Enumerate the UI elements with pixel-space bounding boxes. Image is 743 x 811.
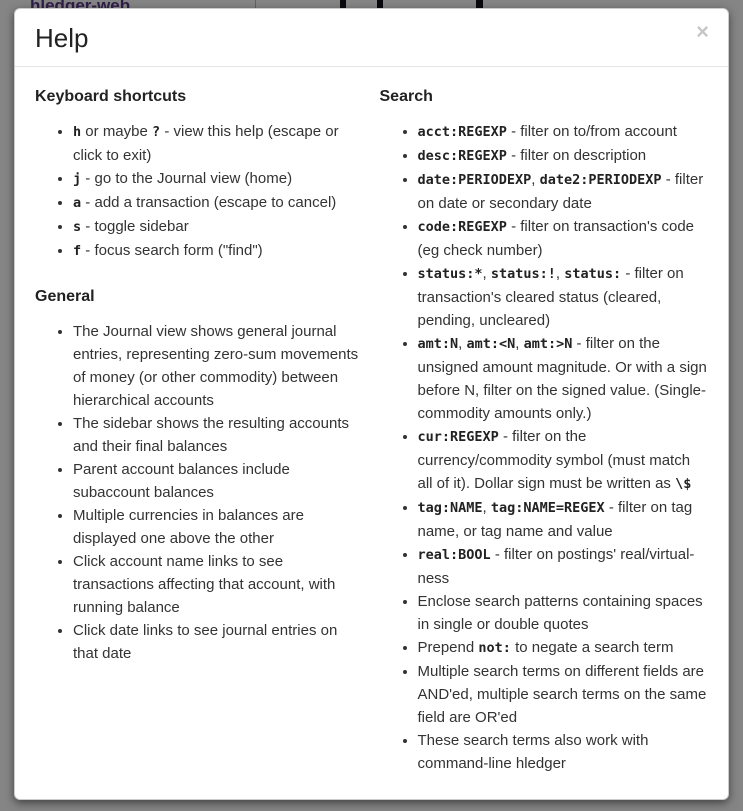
list-item [418, 168, 709, 215]
text-segment: Parent account balances include subaccount balances [73, 461, 290, 501]
code-term: amt:>N [523, 336, 573, 352]
code-term: real:BOOL [417, 547, 491, 563]
list-item [418, 543, 709, 590]
text-segment: The Journal view shows general journal entries, representing zero-sum movements of money (or other commodity) between hierarchical accounts [73, 323, 359, 409]
keyboard-shortcuts-list [35, 120, 364, 263]
list-item [418, 144, 709, 168]
close-icon[interactable]: × [696, 19, 709, 44]
list-item [73, 167, 364, 191]
list-item [418, 636, 709, 660]
text-segment: - filter on transaction's code (eg check number) [417, 218, 695, 259]
code-term: status:! [490, 266, 556, 282]
text-segment: Click date links to see journal entries on that date [73, 622, 338, 662]
search-list [380, 120, 709, 775]
text-segment: - filter on to/from account [506, 123, 677, 140]
code-term: s [73, 219, 82, 235]
text-segment: , [515, 335, 524, 352]
keyboard-shortcuts-heading: Keyboard shortcuts [35, 88, 187, 105]
text-segment: - add a transaction (escape to cancel) [81, 194, 337, 211]
code-term: f [73, 243, 82, 259]
modal-header [15, 9, 728, 67]
text-segment: - go to the Journal view (home) [81, 170, 293, 187]
text-segment: Multiple search terms on different fields are AND'ed, multiple search terms on the same field are OR'ed [417, 663, 707, 726]
list-item [73, 239, 364, 263]
code-term: desc:REGEXP [417, 148, 507, 164]
text-segment: , [458, 335, 467, 352]
list-item [73, 412, 364, 458]
text-segment: - filter on description [506, 147, 647, 164]
text-segment: - toggle sidebar [81, 218, 189, 235]
text-segment: , [555, 265, 565, 282]
list-item [418, 425, 709, 496]
code-term: a [73, 195, 82, 211]
text-segment: , [482, 265, 491, 282]
text-segment: Prepend [417, 639, 479, 656]
text-segment: - filter on the currency/commodity symbol (must match all of it). Dollar sign must be written as [417, 428, 691, 492]
list-item [73, 550, 364, 619]
code-term: h [73, 124, 82, 140]
list-item [418, 215, 709, 262]
list-item [418, 262, 709, 332]
list-item [73, 458, 364, 504]
list-item [73, 619, 364, 665]
text-segment: to negate a search term [510, 639, 674, 656]
code-term: j [73, 171, 82, 187]
text-segment: or maybe [81, 123, 153, 140]
text-segment: Click account name links to see transactions affecting that account, with running balance [73, 553, 336, 616]
list-item [73, 120, 364, 167]
list-item [73, 504, 364, 550]
text-segment: These search terms also work with command-line hledger [417, 732, 649, 772]
list-item [418, 332, 709, 425]
code-term: acct:REGEXP [417, 124, 507, 140]
modal-body [15, 67, 728, 800]
search-heading: Search [379, 88, 433, 105]
general-heading: General [35, 288, 95, 305]
code-term: not: [478, 640, 511, 656]
right-column [380, 87, 709, 799]
list-item [418, 590, 709, 636]
list-item [73, 191, 364, 215]
text-segment: - filter on tag name, or tag name and value [417, 499, 693, 540]
code-term: status: [564, 266, 622, 282]
left-column [35, 87, 364, 799]
text-segment: - filter on date or secondary date [417, 171, 704, 212]
code-term: cur:REGEXP [417, 429, 499, 445]
list-item [73, 215, 364, 239]
code-term: tag:NAME=REGEX [490, 500, 605, 516]
text-segment: - focus search form ("find") [81, 242, 263, 259]
list-item [418, 729, 709, 775]
code-term: tag:NAME [417, 500, 483, 516]
code-term: amt:N [417, 336, 459, 352]
code-term: code:REGEXP [417, 219, 507, 235]
text-segment: , [482, 499, 491, 516]
text-segment: Multiple currencies in balances are displayed one above the other [73, 507, 304, 547]
text-segment: Enclose search patterns containing spaces in single or double quotes [417, 593, 703, 633]
code-term: date2:PERIODEXP [539, 172, 662, 188]
text-segment: , [531, 171, 540, 188]
code-term: ? [152, 124, 161, 140]
modal-title: Help [35, 23, 89, 53]
text-segment: - filter on the unsigned amount magnitude. Or with a sign before N, filter on the signed value. (Single-commodity amounts only.) [417, 335, 707, 422]
text-segment: The sidebar shows the resulting accounts and their final balances [73, 415, 349, 455]
text-segment: - filter on transaction's cleared status (cleared, pending, uncleared) [417, 265, 684, 329]
code-term: \$ [675, 476, 692, 492]
general-list [35, 320, 364, 665]
text-segment: - view this help (escape or click to exit) [73, 123, 339, 164]
help-modal [14, 8, 729, 800]
code-term: status:* [417, 266, 483, 282]
list-item [418, 120, 709, 144]
code-term: amt:<N [466, 336, 516, 352]
list-item [418, 496, 709, 543]
text-segment: - filter on postings' real/virtual-ness [417, 546, 695, 587]
code-term: date:PERIODEXP [417, 172, 532, 188]
list-item [418, 660, 709, 729]
list-item [73, 320, 364, 412]
